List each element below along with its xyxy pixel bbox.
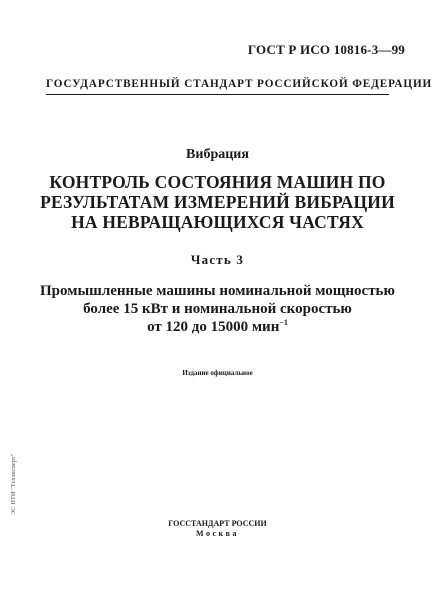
- edition-note: Издание официальное: [182, 369, 253, 377]
- part-number: Часть 3: [190, 252, 245, 267]
- publisher-city: Москва: [196, 529, 239, 538]
- publisher-block: [0, 519, 435, 539]
- publisher-name: ГОССТАНДАРТ РОССИИ: [168, 519, 267, 528]
- subtitle: [0, 282, 435, 336]
- standard-number: ГОСТ Р ИСО 10816-3—99: [247, 42, 405, 57]
- subtitle-line: Промышленные машины номинальной мощностью: [40, 283, 395, 299]
- main-title-line: КОНТРОЛЬ СОСТОЯНИЯ МАШИН ПО: [49, 172, 386, 192]
- header-rule: [46, 94, 389, 95]
- organization-header: ГОСУДАРСТВЕННЫЙ СТАНДАРТ РОССИЙСКОЙ ФЕДЕРАЦИИ: [46, 78, 433, 90]
- document-subject: Вибрация: [186, 147, 249, 162]
- subtitle-speed-range: от 120 до 15000 мин: [147, 319, 280, 335]
- unit-exponent: −1: [279, 318, 288, 327]
- watermark-text: ЭС НТИ "Техэксперт": [10, 453, 17, 515]
- main-title-line: НА НЕВРАЩАЮЩИХСЯ ЧАСТЯХ: [71, 212, 364, 232]
- main-title: [0, 172, 435, 232]
- subtitle-line: [0, 318, 435, 336]
- subtitle-line: более 15 кВт и номинальной скоростью: [83, 301, 352, 317]
- main-title-line: РЕЗУЛЬТАТАМ ИЗМЕРЕНИЙ ВИБРАЦИИ: [40, 192, 395, 212]
